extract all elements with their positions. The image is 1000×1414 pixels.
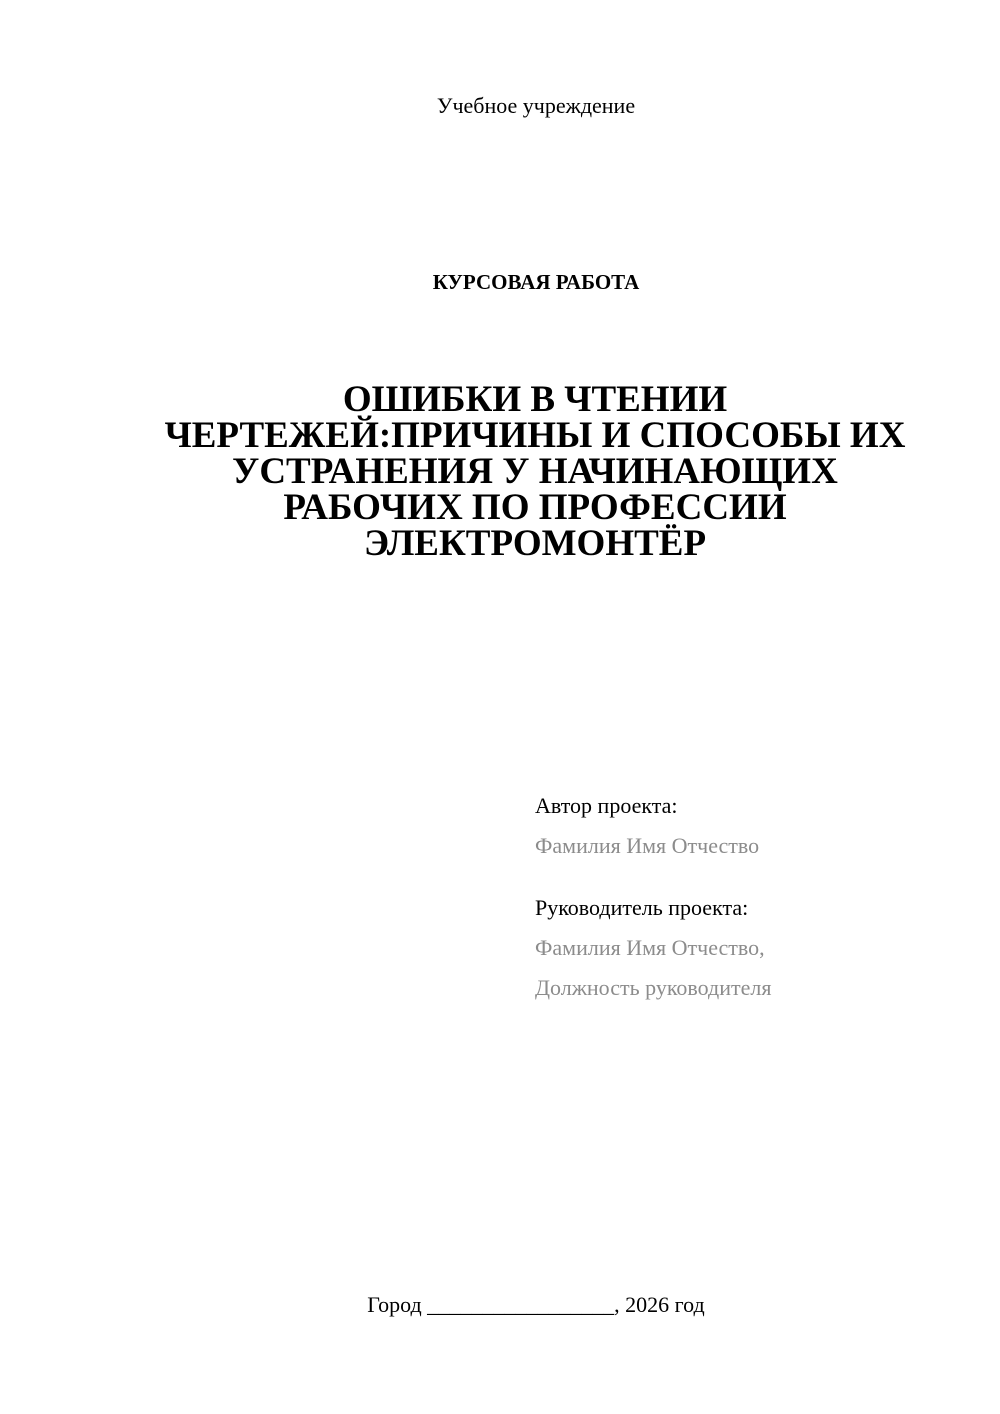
supervisor-position: Должность руководителя <box>535 975 772 1000</box>
supervisor-name: Фамилия Имя Отчество, <box>535 935 765 960</box>
supervisor-label: Руководитель проекта: <box>535 895 749 920</box>
spacer <box>535 866 975 888</box>
title-line: УСТРАНЕНИЯ У НАЧИНАЮЩИХ <box>232 451 838 492</box>
author-name: Фамилия Имя Отчество <box>535 833 760 858</box>
title-line: ЧЕРТЕЖЕЙ:ПРИЧИНЫ И СПОСОБЫ ИХ <box>164 415 906 456</box>
authors-block <box>535 786 975 1008</box>
title-line: ЭЛЕКТРОМОНТЁР <box>363 523 707 564</box>
title-line: ОШИБКИ В ЧТЕНИИ <box>342 379 728 420</box>
institution-name: Учебное учреждение <box>436 93 636 118</box>
city-year-line: Город _________________, 2026 год <box>367 1292 705 1317</box>
title-line: РАБОЧИХ ПО ПРОФЕССИИ <box>283 487 787 528</box>
document-title <box>110 379 960 564</box>
author-label: Автор проекта: <box>535 793 678 818</box>
document-type: КУРСОВАЯ РАБОТА <box>432 270 640 294</box>
